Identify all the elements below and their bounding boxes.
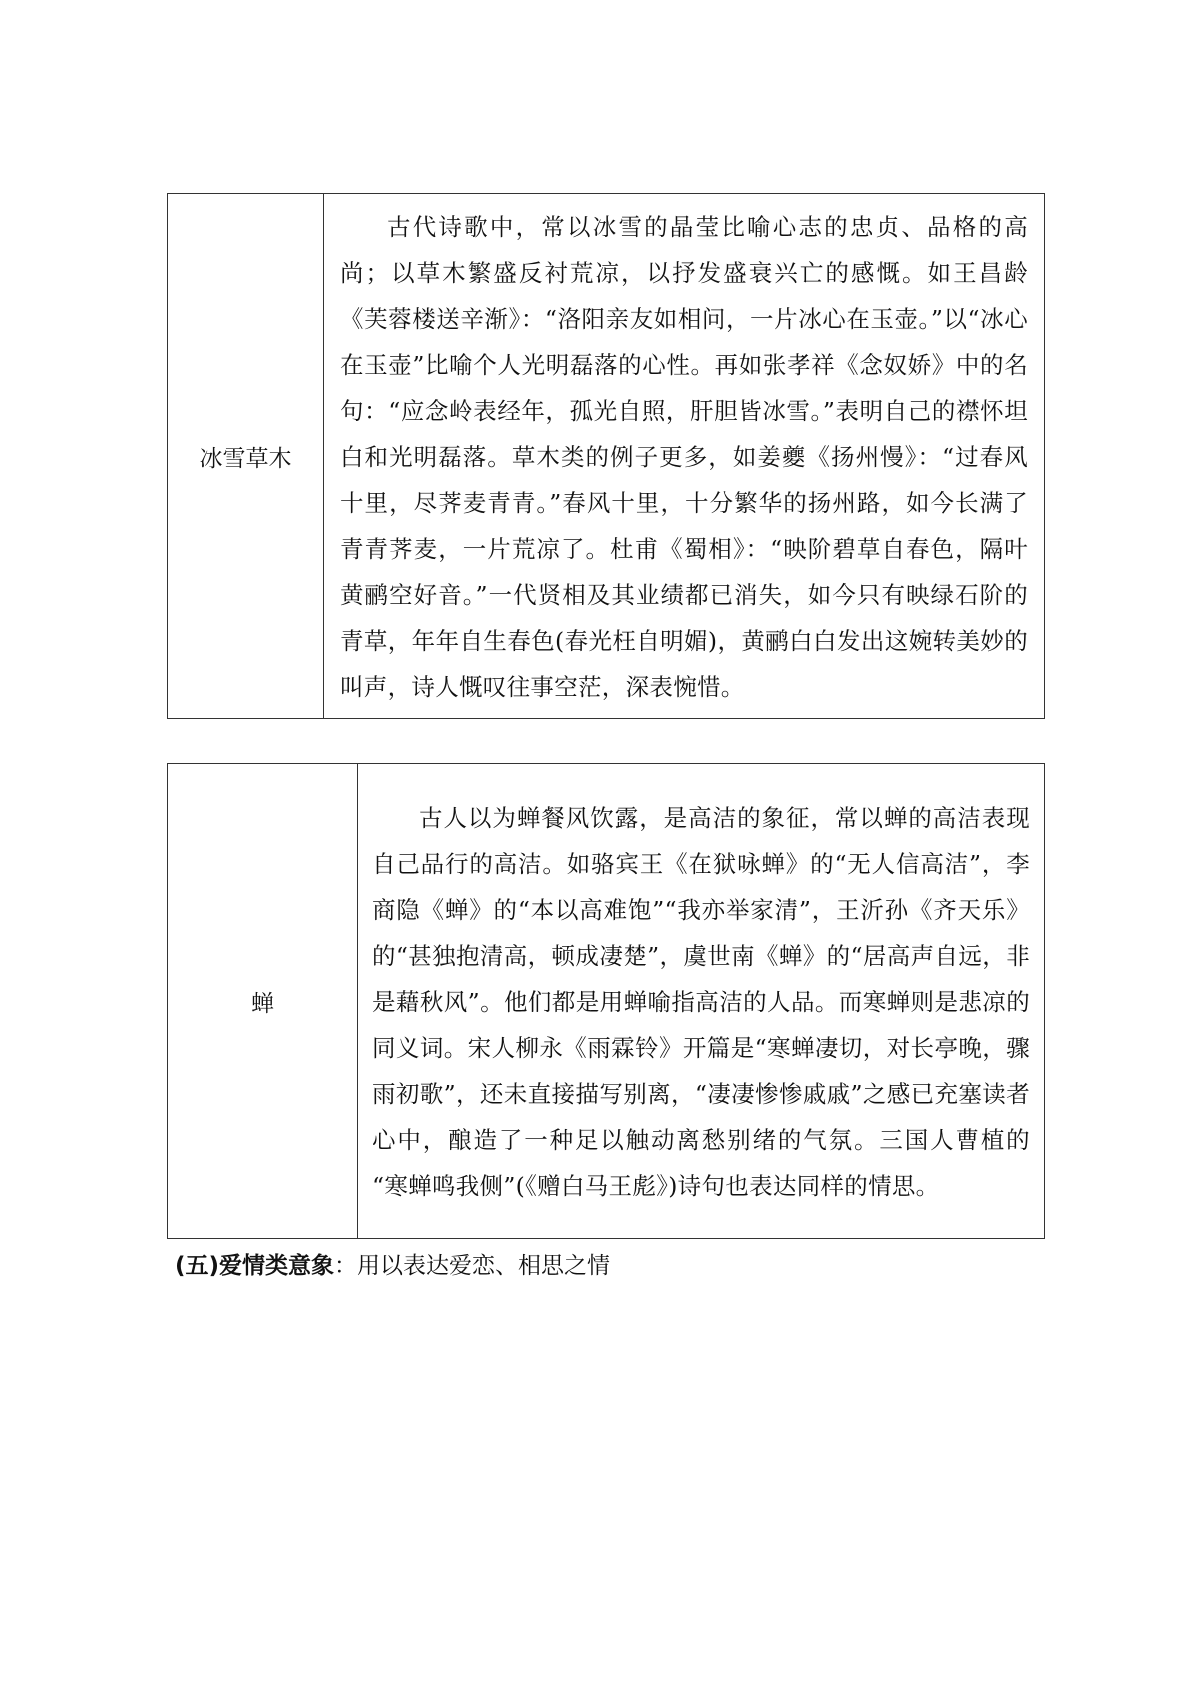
section-heading	[175, 1250, 610, 1282]
section-heading-text: ：用以表达爱恋、相思之情	[334, 1253, 611, 1279]
description-cell	[324, 194, 1045, 719]
imagery-table-ice-snow-plants	[167, 193, 1045, 719]
section-heading-label: (五)爱情类意象	[175, 1253, 335, 1279]
imagery-table-cicada	[167, 763, 1045, 1239]
term-label: 冰雪草木	[199, 445, 292, 472]
table-row	[168, 194, 1045, 719]
description-cell	[358, 764, 1045, 1239]
term-label: 蝉	[251, 990, 274, 1017]
term-cell	[168, 764, 358, 1239]
table-row	[168, 764, 1045, 1239]
description-text: 古人以为蝉餐风饮露，是高洁的象征，常以蝉的高洁表现自己品行的高洁。如骆宾王《在狱咏蝉》的“无人信高洁”，李商隐《蝉》的“本以高难饱”“我亦举家清”，王沂孙《齐天乐》的“甚独抱清高，顿成凄楚”，虞世南《蝉》的“居高声自远，非是藉秋风”。他们都是用蝉喻指高洁的人品。而寒蝉则是悲凉的同义词。宋人柳永《雨霖铃》开篇是“寒蝉凄切，对长亭晚，骤雨初歌”，还未直接描写别离，“凄凄惨惨戚戚”之感已充塞读者心中，酿造了一种足以触动离愁别绪的气氛。三国人曹植的 “寒蝉鸣我侧”(《赠白马王彪》)诗句也表达同样的情思。	[372, 804, 1030, 1200]
description-text: 古代诗歌中，常以冰雪的晶莹比喻心志的忠贞、品格的高尚；以草木繁盛反衬荒凉，以抒发盛衰兴亡的感慨。如王昌龄《芙蓉楼送辛渐》：“洛阳亲友如相问，一片冰心在玉壶。”以“冰心在玉壶”比喻个人光明磊落的心性。再如张孝祥《念奴娇》中的名句：“应念岭表经年，孤光自照，肝胆皆冰雪。”表明自己的襟怀坦白和光明磊落。草木类的例子更多，如姜夔《扬州慢》：“过春风十里，尽荠麦青青。”春风十里，十分繁华的扬州路，如今长满了青青荠麦，一片荒凉了。杜甫《蜀相》：“映阶碧草自春色，隔叶黄鹂空好音。”一代贤相及其业绩都已消失，如今只有映绿石阶的青草，年年自生春色(春光枉自明媚)，黄鹂白白发出这婉转美妙的叫声，诗人慨叹往事空茫，深表惋惜。	[340, 213, 1028, 701]
term-cell	[168, 194, 324, 719]
